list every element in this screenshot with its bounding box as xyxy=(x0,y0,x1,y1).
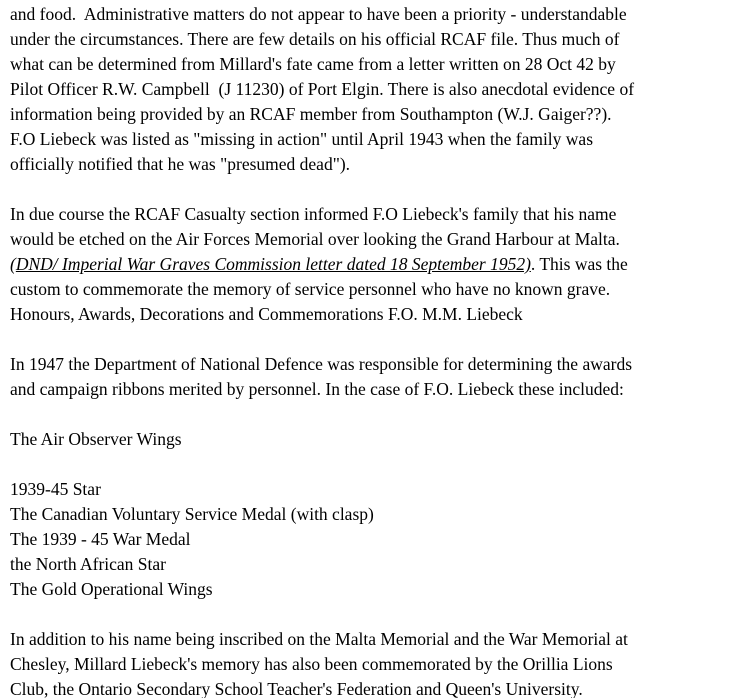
text-line: Pilot Officer R.W. Campbell (J 11230) of Port Elgin. There is also anecdotal evidence of xyxy=(10,79,635,99)
medal-list-item: 1939-45 Star xyxy=(10,479,101,499)
text-line: under the circumstances. There are few details on his official RCAF file. Thus much of xyxy=(10,29,620,49)
text-line: F.O Liebeck was listed as "missing in action" until April 1943 when the family was xyxy=(10,129,594,149)
paragraph-awards-determination xyxy=(10,352,742,402)
text-line: and campaign ribbons merited by personnel. In the case of F.O. Liebeck these included: xyxy=(10,379,624,399)
paragraph-administrative-matters xyxy=(10,2,742,177)
text-line: officially notified that he was "presumed dead"). xyxy=(10,154,351,174)
text-line: would be etched on the Air Forces Memorial over looking the Grand Harbour at Malta. xyxy=(10,229,620,249)
text-line: In due course the RCAF Casualty section informed F.O Liebeck's family that his name xyxy=(10,204,617,224)
text-line: Chesley, Millard Liebeck's memory has also been commemorated by the Orillia Lions xyxy=(10,654,613,674)
text-line: and food. Administrative matters do not appear to have been a priority - understandable xyxy=(10,4,627,24)
medal-list-item: The 1939 - 45 War Medal xyxy=(10,529,191,549)
citation-open-paren: ( xyxy=(10,254,16,274)
text-line: In 1947 the Department of National Defence was responsible for determining the awards xyxy=(10,354,633,374)
citation-suffix: . This was the xyxy=(530,254,628,274)
text-line: Honours, Awards, Decorations and Commemorations F.O. M.M. Liebeck xyxy=(10,304,523,324)
text-line: Club, the Ontario Secondary School Teacher's Federation and Queen's University. xyxy=(10,679,583,698)
paragraph-air-observer-wings xyxy=(10,427,742,452)
medal-list-item: the North African Star xyxy=(10,554,166,574)
paragraph-memorial-notification xyxy=(10,202,742,327)
text-line: information being provided by an RCAF member from Southampton (W.J. Gaiger??). xyxy=(10,104,612,124)
text-line: The Air Observer Wings xyxy=(10,429,182,449)
citation-line xyxy=(10,252,742,277)
medal-list-item: The Gold Operational Wings xyxy=(10,579,213,599)
paragraph-medals-list xyxy=(10,477,742,602)
paragraph-commemorations xyxy=(10,627,742,698)
text-line: In addition to his name being inscribed on the Malta Memorial and the War Memorial at xyxy=(10,629,628,649)
text-line: what can be determined from Millard's fate came from a letter written on 28 Oct 42 by xyxy=(10,54,616,74)
citation-text: DND/ Imperial War Graves Commission letter dated 18 September 1952) xyxy=(15,254,531,274)
medal-list-item: The Canadian Voluntary Service Medal (with clasp) xyxy=(10,504,374,524)
text-line: custom to commemorate the memory of service personnel who have no known grave. xyxy=(10,279,611,299)
